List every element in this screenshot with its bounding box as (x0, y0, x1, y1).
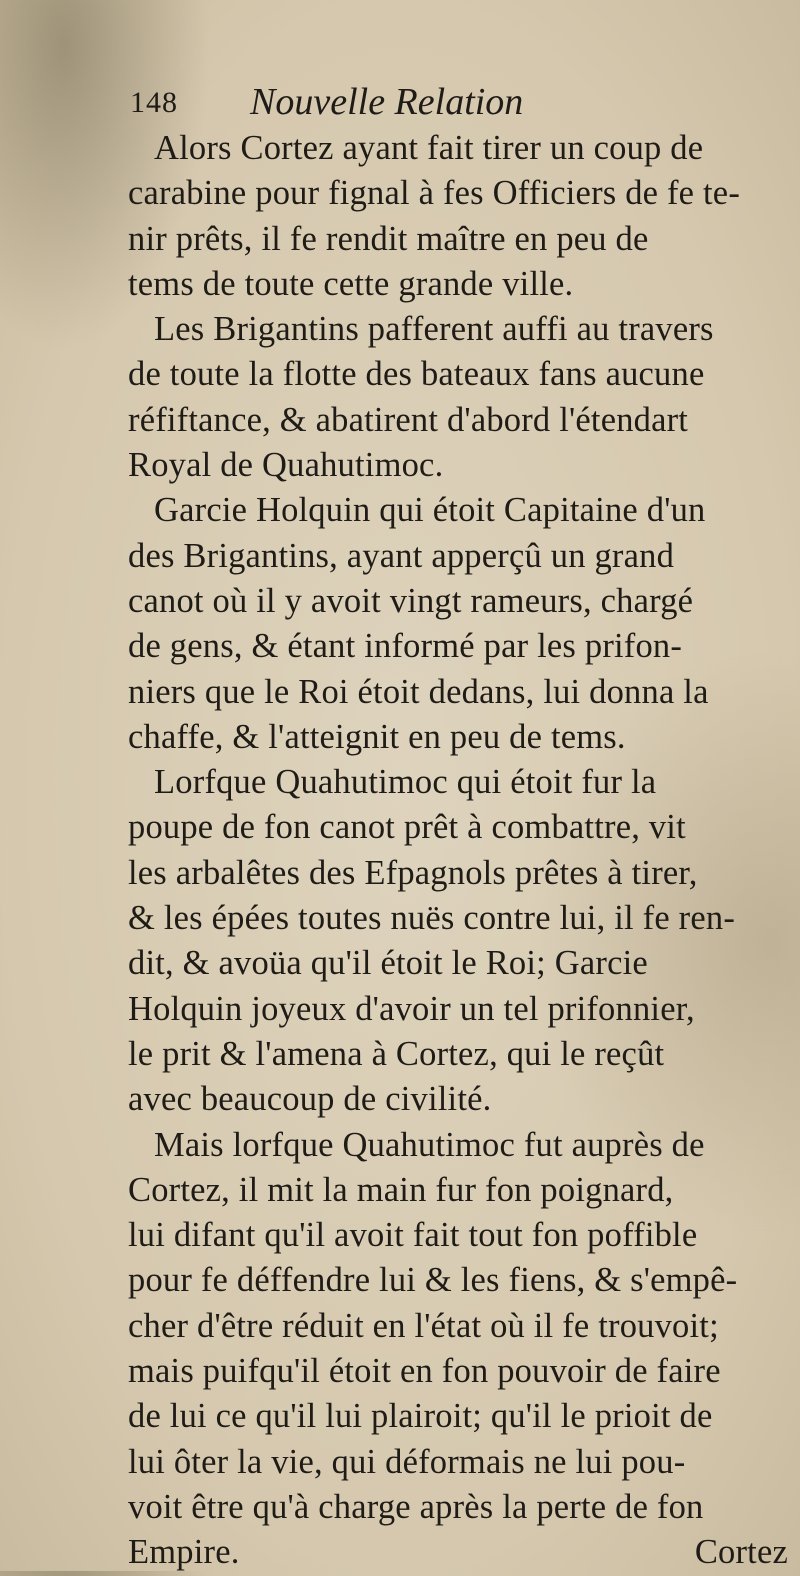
text-line: poupe de fon canot prêt à combattre, vit (128, 808, 686, 847)
text-line: niers que le Roi étoit dedans, lui donna la (128, 672, 709, 711)
text-line: cher d'être réduit en l'état où il fe trouvoit; (128, 1306, 719, 1345)
text-line: avec beaucoup de civilité. (128, 1080, 492, 1119)
running-title: Nouvelle Relation (250, 81, 524, 123)
text-line: Garcie Holquin qui étoit Capitaine d'un (154, 491, 706, 530)
text-line: lui difant qu'il avoit fait tout fon poffible (128, 1216, 698, 1255)
text-line: dit, & avoüa qu'il étoit le Roi; Garcie (128, 944, 648, 983)
text-line: Royal de Quahutimoc. (128, 446, 444, 485)
text-line: le prit & l'amena à Cortez, qui le reçût (128, 1034, 665, 1073)
text-line: de gens, & étant informé par les prifon- (128, 627, 683, 666)
text-line: les arbalêtes des Efpagnols prêtes à tirer, (128, 853, 698, 892)
body-text (128, 126, 788, 1576)
text-line: Holquin joyeux d'avoir un tel prifonnier, (128, 989, 695, 1028)
text-line: & les épées toutes nuës contre lui, il fe ren- (128, 899, 736, 938)
text-line: Mais lorfque Quahutimoc fut auprès de (154, 1125, 705, 1164)
text-line: lui ôter la vie, qui déformais ne lui pou- (128, 1442, 686, 1481)
text-line: de lui ce qu'il lui plairoit; qu'il le prioit de (128, 1397, 713, 1436)
page-header (130, 80, 750, 130)
text-line: carabine pour fignal à fes Officiers de fe te- (128, 174, 741, 213)
text-line: des Brigantins, ayant apperçû un grand (128, 536, 675, 575)
text-line: voit être qu'à charge après la perte de fon (128, 1487, 704, 1526)
page-number: 148 (130, 86, 178, 119)
text-line: Empire. (128, 1533, 240, 1572)
text-line: de toute la flotte des bateaux fans aucune (128, 355, 705, 394)
text-line: chaffe, & l'atteignit en peu de tems. (128, 717, 626, 756)
text-line: mais puifqu'il étoit en fon pouvoir de faire (128, 1352, 721, 1391)
text-line: Cortez, il mit la main fur fon poignard, (128, 1170, 674, 1209)
text-line: Les Brigantins pafferent auffi au travers (154, 310, 714, 349)
text-line: canot où il y avoit vingt rameurs, chargé (128, 581, 694, 620)
text-line: pour fe déffendre lui & les fiens, & s'empê- (128, 1261, 738, 1300)
text-line: Lorfque Quahutimoc qui étoit fur la (154, 763, 657, 802)
text-line: réfiftance, & abatirent d'abord l'étendart (128, 400, 689, 439)
text-line: tems de toute cette grande ville. (128, 264, 574, 303)
text-line: nir prêts, il fe rendit maître en peu de (128, 219, 649, 258)
last-line (128, 1530, 788, 1575)
text-line: Alors Cortez ayant fait tirer un coup de (154, 129, 704, 167)
catchword: Cortez (694, 1533, 788, 1572)
